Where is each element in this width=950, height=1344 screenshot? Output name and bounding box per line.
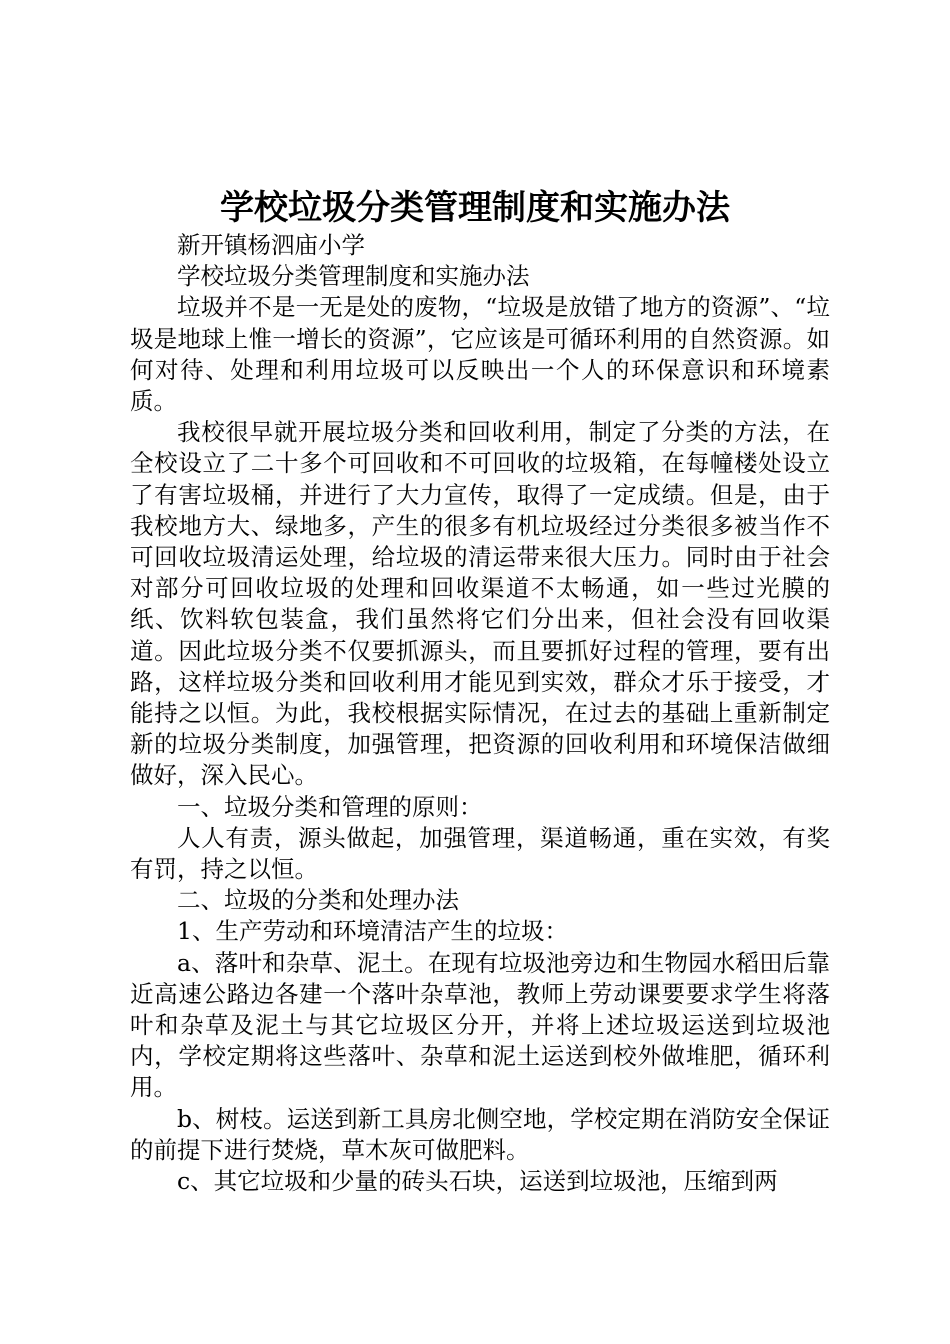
- paragraph-principles: 人人有责，源头做起，加强管理，渠道畅通，重在实效，有奖有罚，持之以恒。: [130, 823, 830, 884]
- section-heading-principles: 一、垃圾分类和管理的原则：: [177, 792, 483, 821]
- document-body: [130, 230, 830, 1197]
- list-item-b: b、树枝。运送到新工具房北侧空地，学校定期在消防安全保证的前提下进行焚烧，草木灰可做肥料。: [130, 1104, 830, 1164]
- subsection-heading-1: 1、生产劳动和环境清洁产生的垃圾：: [177, 917, 568, 946]
- list-item-a: a、落叶和杂草、泥土。在现有垃圾池旁边和生物园水稻田后靠近高速公路边各建一个落叶杂草池，教师上劳动课要要求学生将落叶和杂草及泥土与其它垃圾区分开，并将上述垃圾运送到垃圾池内，学校定期将这些落叶、杂草和泥土运送到校外做堆肥，循环利用。: [130, 948, 830, 1102]
- school-name: 新开镇杨泗庙小学: [177, 231, 365, 259]
- section-heading-methods: 二、垃圾的分类和处理办法: [177, 886, 459, 915]
- paragraph-background: 我校很早就开展垃圾分类和回收利用，制定了分类的方法，在全校设立了二十多个可回收和不可回收的垃圾箱，在每幢楼处设立了有害垃圾桶，并进行了大力宣传，取得了一定成绩。但是，由于我校地方大、绿地多，产生的很多有机垃圾经过分类很多被当作不可回收垃圾清运处理，给垃圾的清运带来很大压力。同时由于社会对部分可回收垃圾的处理和回收渠道不太畅通，如一些过光膜的纸、饮料软包装盒，我们虽然将它们分出来，但社会没有回收渠道。因此垃圾分类不仅要抓源头，而且要抓好过程的管理，要有出路，这样垃圾分类和回收利用才能见到实效，群众才乐于接受，才能持之以恒。为此，我校根据实际情况，在过去的基础上重新制定新的垃圾分类制度，加强管理，把资源的回收利用和环境保洁做细做好，深入民心。: [130, 418, 830, 790]
- paragraph-intro: 垃圾并不是一无是处的废物，“垃圾是放错了地方的资源”、“垃圾是地球上惟一增长的资源”，它应该是可循环利用的自然资源。如何对待、处理和利用垃圾可以反映出一个人的环保意识和环境素质。: [130, 293, 830, 416]
- document-title: 学校垃圾分类管理制度和实施办法: [220, 188, 730, 228]
- subtitle: 学校垃圾分类管理制度和实施办法: [177, 262, 530, 291]
- list-item-c: c、其它垃圾和少量的砖头石块，运送到垃圾池，压缩到两: [177, 1167, 778, 1196]
